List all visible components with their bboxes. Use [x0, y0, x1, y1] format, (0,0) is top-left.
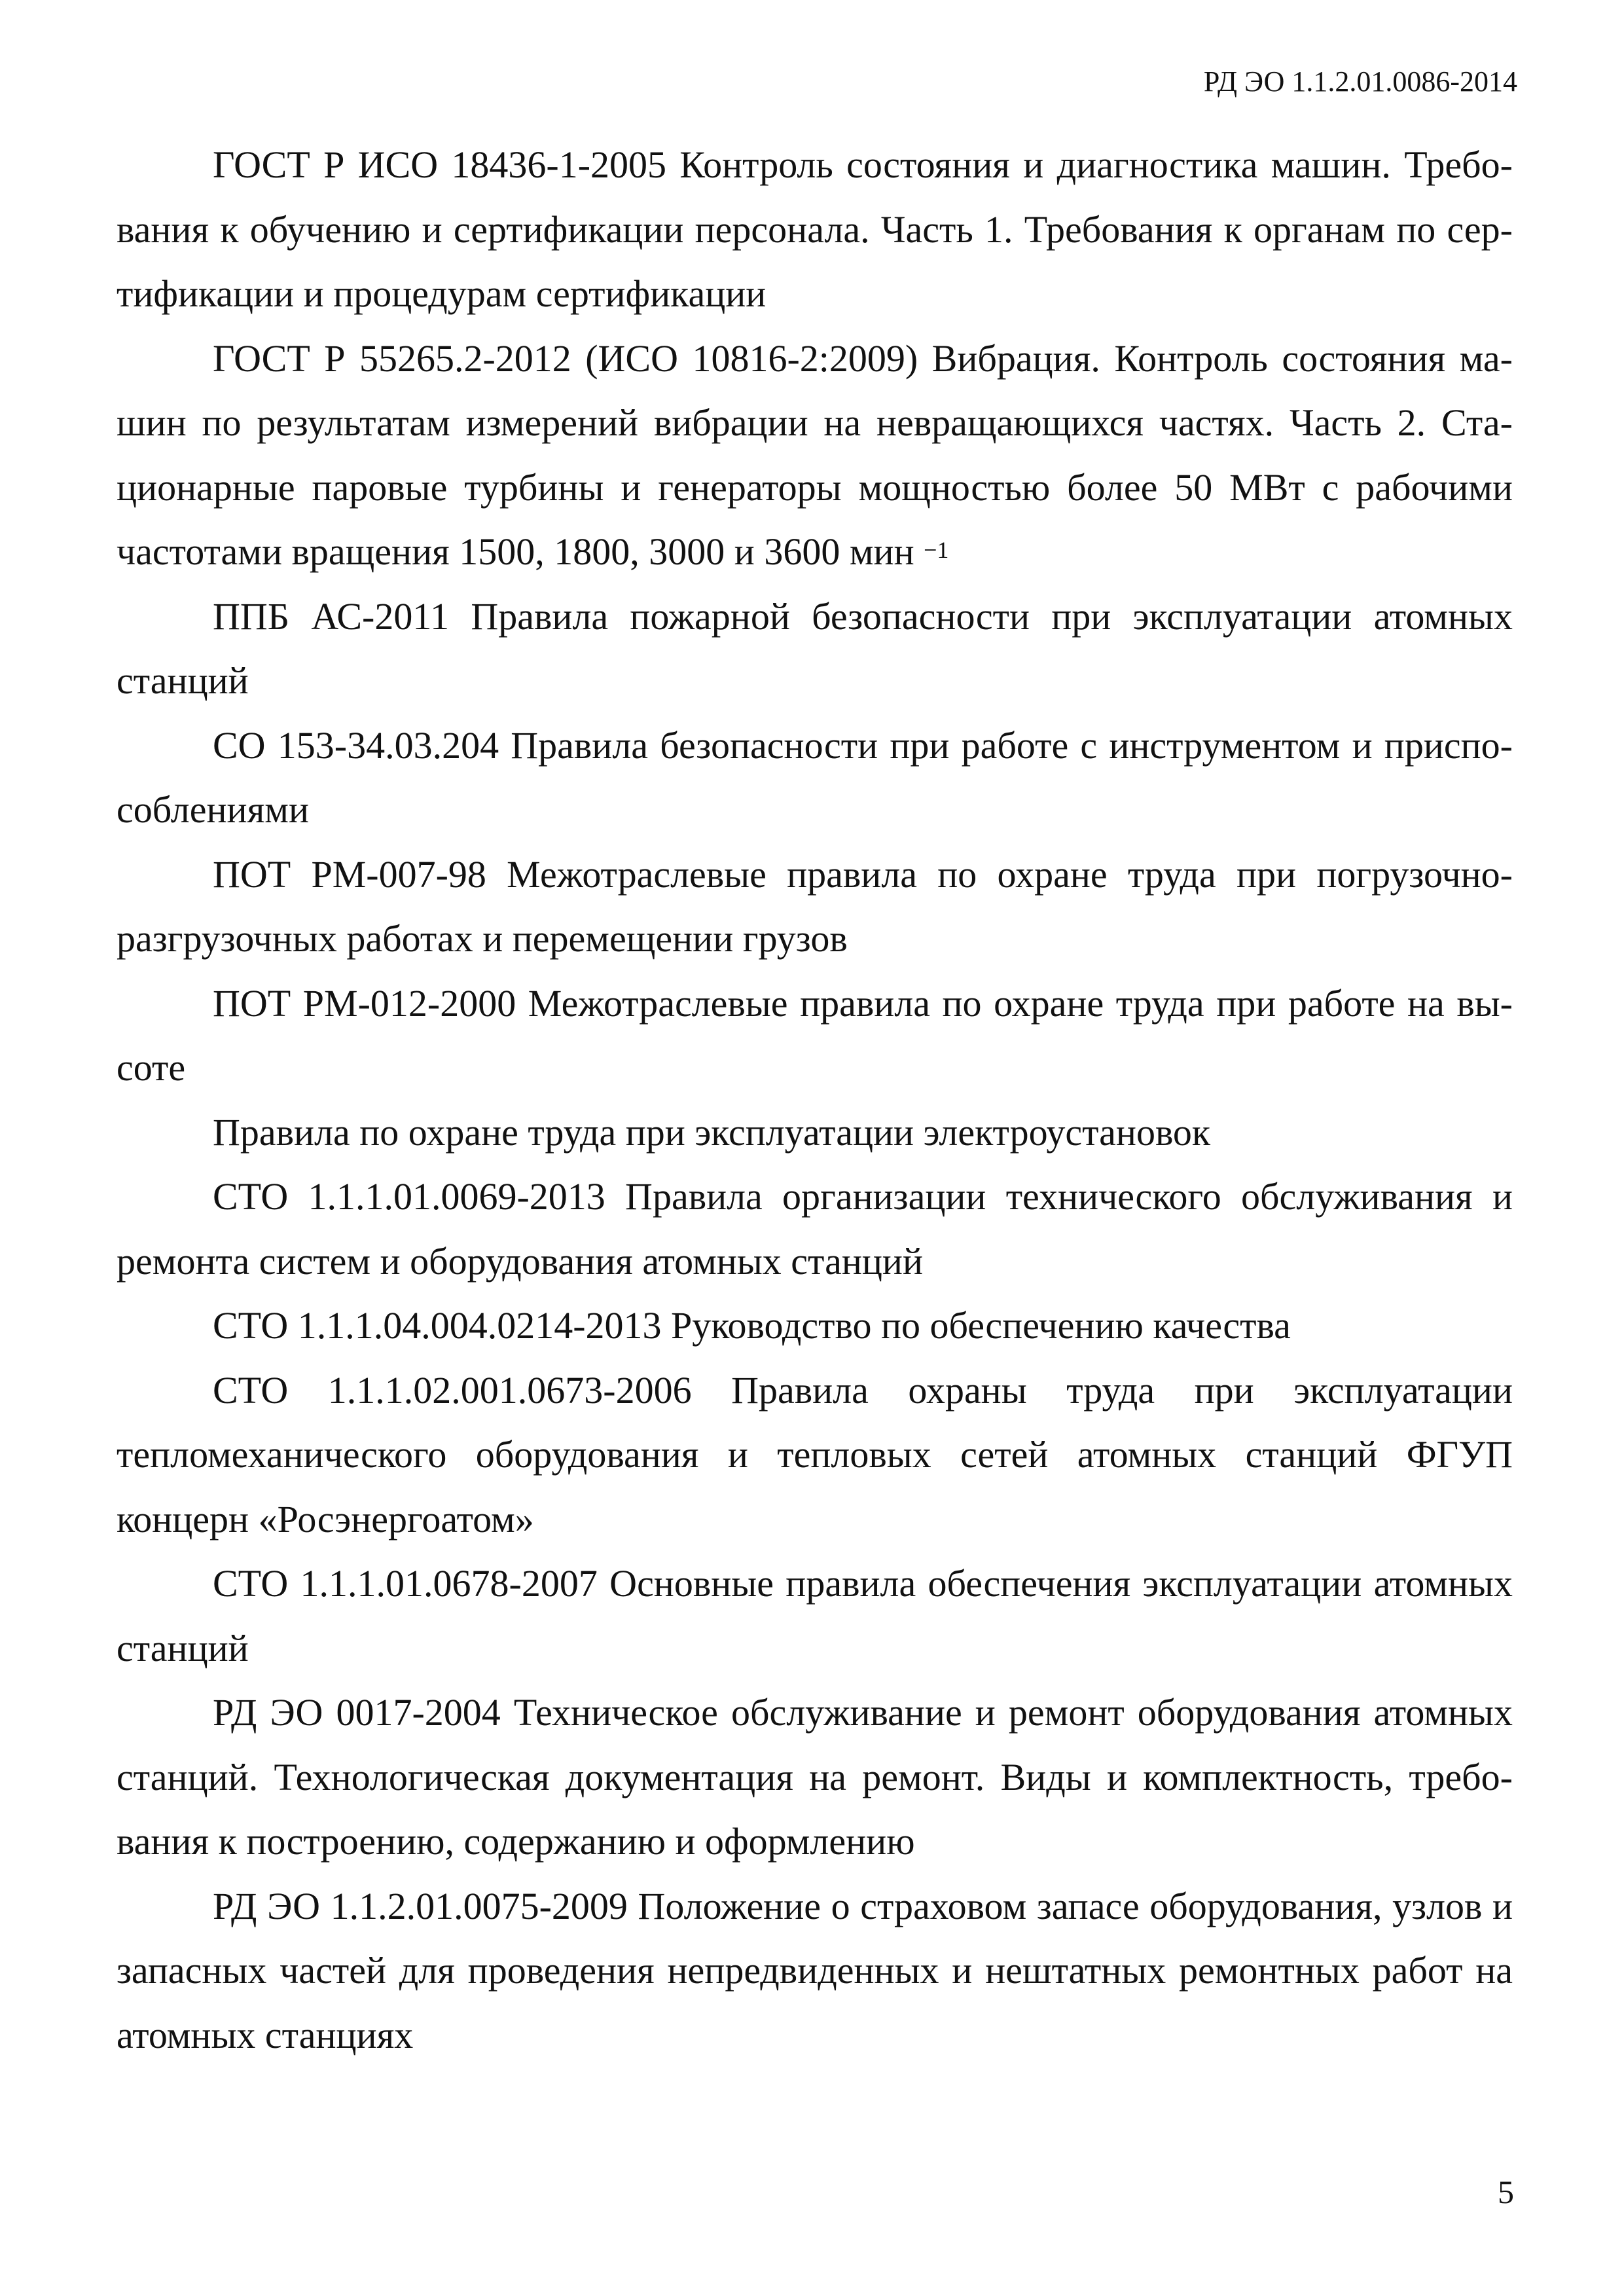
- reference-text: ГОСТ Р ИСО 18436-1-2005 Контроль состояния и диагностика машин. Требования к обучению и сертификации персонала. Часть 1. Требования к органам по сертификации и процедурам сертификации: [117, 143, 1513, 315]
- reference-item: [117, 1552, 1513, 1681]
- reference-item: [117, 1294, 1513, 1358]
- reference-item: [117, 1874, 1513, 2068]
- reference-item: [117, 327, 1513, 585]
- reference-item: [117, 714, 1513, 843]
- superscript-exponent: −1: [924, 537, 949, 563]
- reference-item: [117, 585, 1513, 714]
- reference-item: [117, 1358, 1513, 1552]
- reference-text: Правила по охране труда при эксплуатации электроустановок: [213, 1110, 1211, 1154]
- reference-item: [117, 972, 1513, 1101]
- reference-list: [117, 133, 1513, 2068]
- reference-item: [117, 1165, 1513, 1294]
- reference-text: РД ЭО 0017-2004 Техническое обслуживание и ремонт оборудования атомных станций. Технологическая документация на ремонт. Виды и комплектность, требования к построению, содержанию и оформлению: [117, 1691, 1513, 1863]
- page-number: 5: [1498, 2174, 1514, 2210]
- reference-text: СО 153-34.03.204 Правила безопасности при работе с инструментом и приспособлениями: [117, 723, 1513, 831]
- document-code-header: РД ЭО 1.1.2.01.0086-2014: [1203, 65, 1517, 98]
- reference-text: СТО 1.1.1.01.0069-2013 Правила организации технического обслуживания и ремонта систем и оборудования атомных станций: [117, 1175, 1513, 1283]
- reference-text: СТО 1.1.1.04.004.0214-2013 Руководство по обеспечению качества: [213, 1304, 1291, 1347]
- reference-text: ПОТ РМ-007-98 Межотраслевые правила по охране труда при погрузочно-разгрузочных работах и перемещении грузов: [117, 852, 1513, 960]
- reference-item: [117, 133, 1513, 327]
- reference-text: ГОСТ Р 55265.2-2012 (ИСО 10816-2:2009) Вибрация. Контроль состояния машин по результатам измерений вибрации на невращающихся частях. Часть 2. Стационарные паровые турбины и генераторы мощностью более 50 МВт с рабочими частотами вращения 1500, 1800, 3000 и 3600 мин: [117, 337, 1513, 573]
- reference-text: СТО 1.1.1.02.001.0673-2006 Правила охраны труда при эксплуатации тепломеханического оборудования и тепловых сетей атомных станций ФГУП концерн «Росэнергоатом»: [117, 1368, 1513, 1540]
- reference-item: [117, 1101, 1513, 1165]
- reference-text: ПОТ РМ-012-2000 Межотраслевые правила по охране труда при работе на высоте: [117, 981, 1513, 1089]
- reference-text: РД ЭО 1.1.2.01.0075-2009 Положение о страховом запасе оборудования, узлов и запасных частей для проведения непредвиденных и нештатных ремонтных работ на атомных станциях: [117, 1884, 1513, 2056]
- reference-text: ППБ АС-2011 Правила пожарной безопасности при эксплуатации атомных станций: [117, 594, 1513, 702]
- reference-text: СТО 1.1.1.01.0678-2007 Основные правила обеспечения эксплуатации атомных станций: [117, 1562, 1513, 1669]
- reference-item: [117, 1681, 1513, 1874]
- reference-item: [117, 843, 1513, 972]
